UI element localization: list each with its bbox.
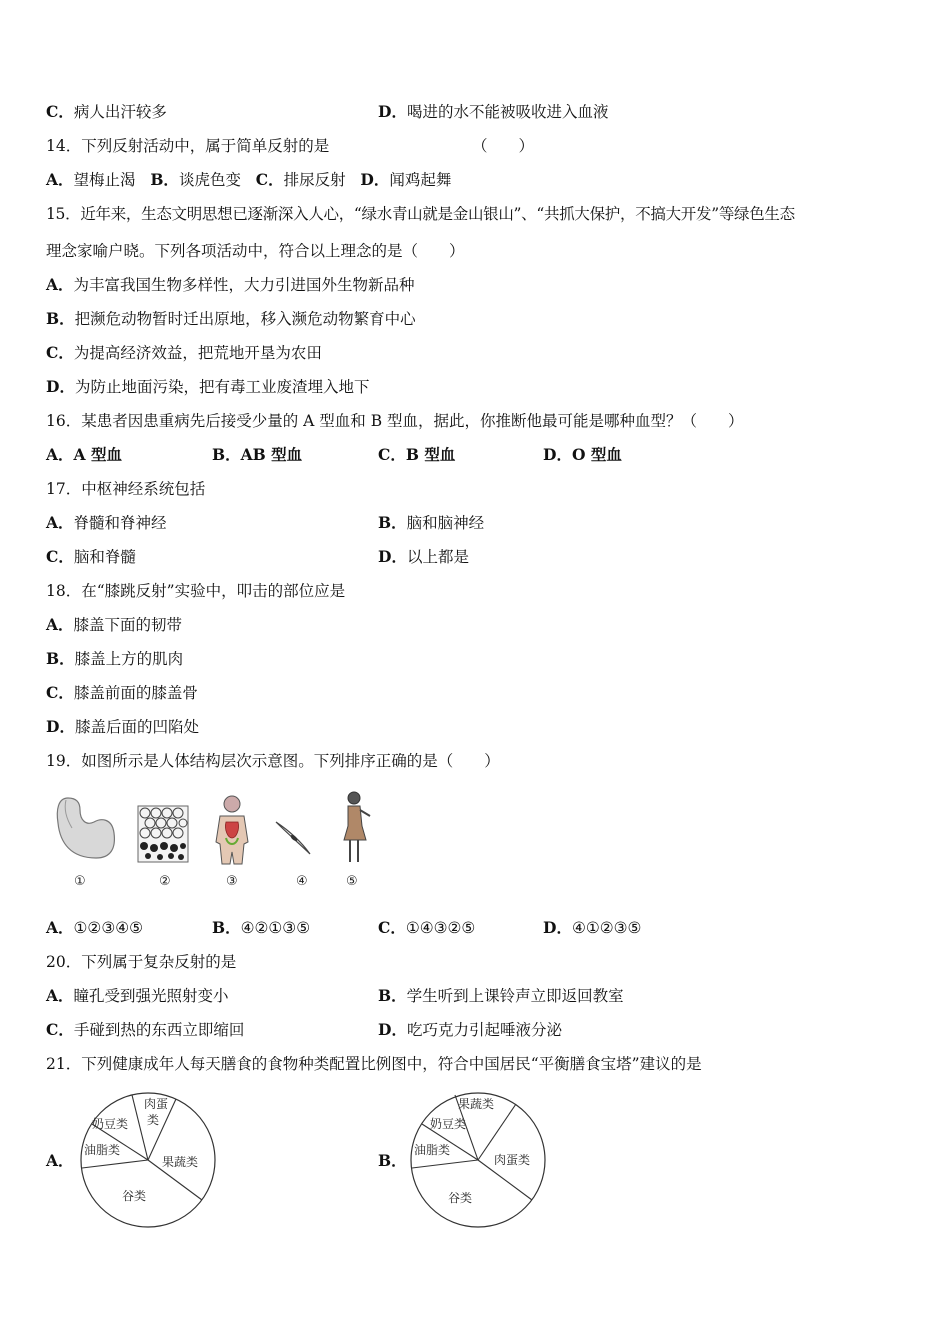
q16-stem: 16．某患者因患重病先后接受少量的 A 型血和 B 型血，据此，你推断他最可能是哪种血型？（ ） xyxy=(46,412,744,430)
q20-option-c: C．手碰到热的东西立即缩回 xyxy=(46,1020,245,1039)
pie-a-meat-label-1: 肉蛋 xyxy=(144,1097,169,1111)
q16-option-a: A．A 型血 xyxy=(46,445,122,464)
q15-option-d: D．为防止地面污染，把有毒工业废渣埋入地下 xyxy=(46,377,370,396)
q19-option-b: B．④②①③⑤ xyxy=(212,918,311,937)
q14-answer-paren: （ ） xyxy=(472,137,535,155)
pie-a-grain-label: 谷类 xyxy=(122,1189,147,1203)
q18-option-d: D．膝盖后面的凹陷处 xyxy=(46,717,199,736)
q17-option-b: B．脑和脑神经 xyxy=(378,513,485,532)
pie-a-oil-label: 油脂类 xyxy=(84,1143,121,1157)
pie-b-meat-label: 肉蛋类 xyxy=(494,1153,531,1167)
q20-option-a: A．瞳孔受到强光照射变小 xyxy=(46,986,229,1005)
q14-stem: 14．下列反射活动中，属于简单反射的是 xyxy=(46,137,330,155)
organ-system-body-icon xyxy=(216,796,248,864)
q15-stem-line2: 理念家喻户晓。下列各项活动中，符合以上理念的是（ ） xyxy=(46,242,465,260)
q15-option-c: C．为提高经济效益，把荒地开垦为农田 xyxy=(46,343,322,362)
pie-b-dairy-label: 奶豆类 xyxy=(430,1117,467,1131)
q21-option-b-letter: B． xyxy=(378,1151,407,1170)
human-body-icon xyxy=(344,792,370,862)
muscle-cell-icon xyxy=(276,822,310,854)
tissue-icon xyxy=(138,806,188,862)
q17-option-c: C．脑和脊髓 xyxy=(46,547,136,566)
q21-pie-chart-b xyxy=(408,1090,548,1230)
figure-label-5: ⑤ xyxy=(346,874,358,889)
q21-pie-chart-a xyxy=(78,1090,218,1230)
q16-option-c: C．B 型血 xyxy=(378,445,456,464)
pie-a-fruit-label: 果蔬类 xyxy=(162,1155,199,1169)
q13-option-d: D．喝进的水不能被吸收进入血液 xyxy=(378,102,609,121)
q18-option-c: C．膝盖前面的膝盖骨 xyxy=(46,683,198,702)
q19-stem: 19．如图所示是人体结构层次示意图。下列排序正确的是（ ） xyxy=(46,752,500,770)
q15-option-b: B．把濒危动物暂时迁出原地，移入濒危动物繁育中心 xyxy=(46,309,416,328)
stomach-organ-icon xyxy=(57,798,114,858)
q15-option-a: A．为丰富我国生物多样性，大力引进国外生物新品种 xyxy=(46,275,415,294)
figure-label-4: ④ xyxy=(296,874,308,889)
pie-a-meat-label-2: 类 xyxy=(147,1113,160,1127)
q14-options: A．望梅止渴 B．谈虎色变 C．排尿反射 D．闻鸡起舞 xyxy=(46,170,452,189)
q18-stem: 18．在“膝跳反射”实验中，叩击的部位应是 xyxy=(46,582,346,600)
q20-stem: 20．下列属于复杂反射的是 xyxy=(46,953,237,971)
q21-option-a-letter: A． xyxy=(46,1151,74,1170)
pie-b-grain-label: 谷类 xyxy=(448,1191,473,1205)
q13-option-c: C．病人出汗较多 xyxy=(46,102,167,121)
q20-option-b: B．学生听到上课铃声立即返回教室 xyxy=(378,986,624,1005)
q18-option-b: B．膝盖上方的肌肉 xyxy=(46,649,184,668)
q17-option-d: D．以上都是 xyxy=(378,547,469,566)
q19-option-d: D．④①②③⑤ xyxy=(543,918,642,937)
pie-b-oil-label: 油脂类 xyxy=(414,1143,451,1157)
q19-option-a: A．①②③④⑤ xyxy=(46,918,144,937)
q20-option-d: D．吃巧克力引起唾液分泌 xyxy=(378,1020,562,1039)
q17-stem: 17．中枢神经系统包括 xyxy=(46,480,206,498)
pie-b-fruit-label: 果蔬类 xyxy=(458,1097,495,1111)
figure-label-1: ① xyxy=(74,874,86,889)
q18-option-a: A．膝盖下面的韧带 xyxy=(46,615,183,634)
q16-option-b: B．AB 型血 xyxy=(212,445,303,464)
q17-option-a: A．脊髓和脊神经 xyxy=(46,513,167,532)
q21-stem: 21．下列健康成年人每天膳食的食物种类配置比例图中，符合中国居民“平衡膳食宝塔”建议的是 xyxy=(46,1055,702,1073)
q16-option-d: D．O 型血 xyxy=(543,445,622,464)
pie-a-dairy-label: 奶豆类 xyxy=(92,1117,129,1131)
q19-option-c: C．①④③②⑤ xyxy=(378,918,476,937)
figure-label-3: ③ xyxy=(226,874,238,889)
q19-body-structure-figure xyxy=(46,788,376,894)
q15-stem-line1: 15．近年来，生态文明思想已逐渐深入人心，“绿水青山就是金山银山”、“共抓大保护，不搞大开发”等绿色生态 xyxy=(46,205,795,223)
figure-label-2: ② xyxy=(159,874,171,889)
